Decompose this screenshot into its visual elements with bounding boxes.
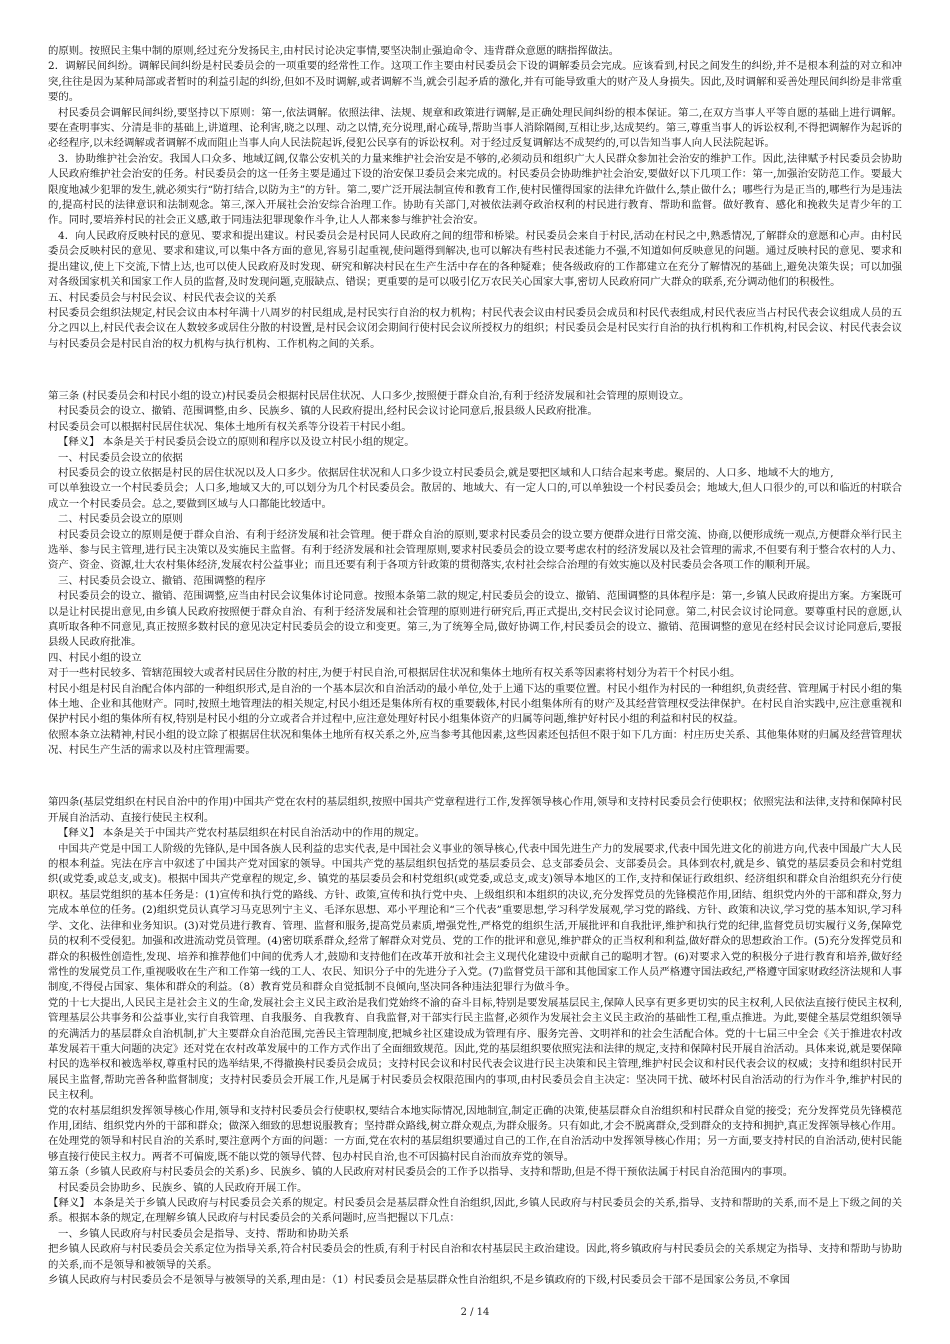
paragraph: 依照本条立法精神,村民小组的设立除了根据居住状况和集体土地所有权关系之外,应当参考其他因素,这些因素还包括但不限于如下几方面：村庄历史关系、其他集体财的归属及经营管理状况、村民生产生活的需求以及村庄管理需要。 (48, 728, 902, 757)
paragraph: 4．向人民政府反映村民的意见、要求和提出建议。村民委员会是村民同人民政府之间的纽带和桥梁。村民委员会来自于村民,活动在村民之中,熟悉情况,了解群众的意愿和心声。由村民委员会反映村民的意见、要求和建议,可以集中各方面的意见,容易引起重视,使问题得到解决,也可以解决有些村民表述能力不强,不知道如何反映意见的问题。通过反映村民的意见、要求和提出建议,使上下交流,下情上达,也可以使人民政府及时发现、研究和解决村民在生产生活中存在的各种疑难；使各级政府的工作都建立在充分了解情况的基础上,避免决策失误；可以加强对各级国家机关和国家工作人员的监督,及时发现问题,克服缺点、错误；更重要的是可以吸引亿万农民关心国家大事,密切人民政府同广大群众的联系,充分调动他们的积极性。 (48, 229, 902, 289)
paragraph: 第五条（乡镇人民政府与村民委员会的关系)乡、民族乡、镇的人民政府对村民委员会的工作予以指导、支持和帮助,但是不得干预依法属于村民自治范围内的事项。 (48, 1166, 794, 1179)
paragraph: 村民委员会协助乡、民族乡、镇的人民政府开展工作。 (58, 1181, 308, 1194)
paragraph: 三、村民委员会设立、撤销、范围调整的程序 (58, 574, 266, 587)
paragraph: 村民委员会设立的原则是便于群众自治、有利于经济发展和社会管理。便于群众自治的原则,要求村民委员会的设立要方便群众进行日常交流、协商,以便形成统一观点,方便群众举行民主选举、参与民主管理,进行民主决策以及实施民主监督。有利于经济发展和社会管理原则,要求村民委员会的设立要考虑农村的经济发展以及社会管理的需求,不但要有利于整合农村的人力、资产、资金、资源,壮大农村集体经济,发展农村公益事业；而且还要有利于各项方针政策的贯彻落实,农村社会综合治理的有效实施以及村民委员会各项工作的顺利开展。 (48, 528, 902, 572)
paragraph: 乡镇人民政府与村民委员会不是领导与被领导的关系,理由是：（1）村民委员会是基层群众性自治组织,不是乡镇政府的下级,村民委员会干部不是国家公务员,不拿国 (48, 1274, 790, 1287)
paragraph: 对于一些村民较多、管辖范围较大或者村民居住分散的村庄,为便于村民自治,可根据居住状况和集体土地所有权关系等因素将村划分为若干个村民小组。 (48, 667, 741, 680)
paragraph: 村民委员会调解民间纠纷,要坚持以下原则：第一,依法调解。依照法律、法规、规章和政策进行调解,是正确处理民间纠纷的根本保证。第二,在双方当事人平等自愿的基础上进行调解。要在查明事实、分清是非的基础上,讲道理、论利害,晓之以理、动之以情,充分说理,耐心疏导,帮助当事人消除隔阂,互相让步,达成契约。第三,尊重当事人的诉讼权利,不得把调解作为起诉的必经程序,以未经调解或者调解不成而阻止当事人向人民法院起诉,侵犯公民享有的诉讼权利。对于经过反复调解达不成契约的,可以告知当事人向人民法院起诉。 (48, 106, 902, 150)
paragraph-spacer (48, 769, 902, 785)
page-number: 2 / 14 (460, 1307, 490, 1318)
paragraph: 的原则。按照民主集中制的原则,经过充分发扬民主,由村民讨论决定事情,要坚决制止强迫命令、违背群众意愿的瞎指挥做法。 (48, 45, 619, 57)
paragraph: 第三条 (村民委员会和村民小组的设立)村民委员会根据村民居住状况、人口多少,按照便于群众自治,有利于经济发展和社会管理的原则设立。 (48, 389, 690, 402)
paragraph: 中国共产党是中国工人阶级的先锋队,是中国各族人民利益的忠实代表,是中国社会义事业的领导核心,代表中国先进生产力的发展要求,代表中国先进文化的前进方向,代表中国最广大人民的根本利益。宪法在序言中叙述了中国共产党对国家的领导。中国共产党的基层组织包括党的基层委员会、总支部委员会、支部委员会。具体到农村,就是乡、镇党的基层委员会和村党组织(或党委,或总支,或支)。根据中国共产党章程的规定,乡、镇党的基层委员会和村党组织(或党委,或总支,或支)领导本地区的工作,支持和保证行政组织、经济组织和群众自治组织充分行使职权。基层党组织的基本任务是：(1)宣传和执行党的路线、方针、政策,宣传和执行党中央、上级组织和本组织的决议,充分发挥党员的先锋模范作用,团结、组织党内外的干部和群众,努力完成本单位的任务。(2)组织党员认真学习马克思列宁主义、毛泽东思想、邓小平理论和“三个代表”重要思想,学习科学发展观,学习党的路线、方针、政策和决议,学习党的基本知识,学习科学、文化、法律和业务知识。(3)对党员进行教育、管理、监督和服务,提高党员素质,增强党性,严格党的组织生活,开展批评和自我批评,维护和执行党的纪律,监督党员切实履行义务,保障党员的权利不受侵犯。加强和改进流动党员管理。(4)密切联系群众,经常了解群众对党员、党的工作的批评和意见,维护群众的正当权利和利益,做好群众的思想政治工作。(5)充分发挥党员和群众的积极性创造性,发现、培养和推荐他们中间的优秀人才,鼓励和支持他们在改革开放和社会主义现代化建设中贡献自己的聪明才智。(6)对要求入党的积极分子进行教育和培养,做好经常性的发展党员工作,重视吸收在生产和工作第一线的工人、农民、知识分子中的先进分子入党。(7)监督党员干部和其他国家工作人员严格遵守国法政纪,严格遵守国家财政经济法规和人事制度,不得侵占国家、集体和群众的利益。（8）教育党员和群众自觉抵制不良倾向,坚决同各种违法犯罪行为做斗争。 (48, 842, 902, 994)
paragraph: 村民委员会的设立依据是村民的居住状况以及人口多少。依据居住状况和人口多少设立村民委员会,就是要把区域和人口结合起来考虑。聚居的、人口多、地域不大的地方, (58, 466, 834, 479)
paragraph: 村民委员会的设立、撤销、范围调整,由乡、民族乡、镇的人民政府提出,经村民会议讨论同意后,报县级人民政府批准。 (58, 405, 598, 418)
paragraph: 四、村民小组的设立 (48, 651, 142, 664)
paragraph: 一、乡镇人民政府与村民委员会是指导、支持、帮助和协助关系 (58, 1227, 349, 1240)
paragraph: 二、村民委员会设立的原则 (58, 513, 183, 526)
paragraph: 【释义】 本条是关于中国共产党农村基层组织在村民自治活动中的作用的规定。 (58, 827, 425, 840)
paragraph: 2．调解民间纠纷。调解民间纠纷是村民委员会的一项重要的经常性工作。这项工作主要由村民委员会下设的调解委员会完成。应该看到,村民之间发生的纠纷,并不是根本利益的对立和冲突,往往是因为某种局部或者暂时的利益引起的纠纷,但如不及时调解,或者调解不当,就会引起矛盾的激化,并有可能导致重大的财产及人身损失。因此,及时调解和妥善处理民间纠纷是非常重要的。 (48, 60, 902, 104)
paragraph: 一、村民委员会设立的依据 (58, 451, 183, 464)
paragraph: 【释义】 本条是关于村民委员会设立的原则和程序以及设立村民小组的规定。 (58, 436, 415, 449)
paragraph: 3．协助维护社会治安。我国人口众多、地域辽阔,仅靠公安机关的力量来维护社会治安是不够的,必须动员和组织广大人民群众参加社会治安的维护工作。因此,法律赋予村民委员会协助人民政府维护社会治安的任务。村民委员会的这一任务主要是通过下设的治安保卫委员会来完成的。村民委员会协助维护社会治安,要做好以下几项工作：第一,加强治安防范工作。要最大限度地减少犯罪的发生,就必须实行“防打结合,以防为主”的方针。第二,要广泛开展法制宣传和教育工作,使村民懂得国家的法律允许做什么,禁止做什么；哪些行为是正当的,哪些行为是违法的,提高村民的法律意识和法制观念。第三,深入开展社会治安综合治理工作。协助有关部门,对被依法剥夺政治权利的村民进行教育、帮助和监督。做好教育、感化和挽救失足青少年的工作。同时,要培养村民的社会正义感,敢于同违法犯罪现象作斗争,让人人都来参与维护社会治安。 (48, 152, 902, 227)
paragraph: 第四条(基层党组织在村民自治中的作用)中国共产党在农村的基层组织,按照中国共产党章程进行工作,发挥领导核心作用,领导和支持村民委员会行使职权；依照宪法和法律,支持和保障村民开展自治活动、直接行使民主权利。 (48, 796, 902, 824)
paragraph: 党的十七大提出,人民民主是社会主义的生命,发展社会主义民主政治是我们党始终不渝的奋斗目标,特别是要发展基层民主,保障人民享有更多更切实的民主权利,人民依法直接行使民主权利,管理基层公共事务和公益事业,实行自我管理、自我服务、自我教育、自我监督,对干部实行民主监督,必须作为发展社会主义民主政治的基础性工程,重点推进。为此,要健全基层党组织领导的充满活力的基层群众自治机制,扩大主要群众自治范围,完善民主管理制度,把城乡社区建设成为管理有序、服务完善、文明祥和的社会生活配合体。党的十七届三中全会《关于推进农村改革发展若干重大问题的决定》还对党在农村改革发展中的工作方式作出了全面细致规范。因此,党的基层组织要依照宪法和法律的规定,支持和保障村民开展自治活动。具体来说,就是要保障村民的选举权和被选举权,尊重村民的选举结果,不得撤换村民委员会成员；支持村民会议和村民代表会议进行民主决策和民主管理,维护村民会议和村民代表会议的权威；支持和组织村民开展民主监督,帮助完善各种监督制度；支持村民委员会开展工作,凡是属于村民委员会权限范围内的事项,由村民委员会自主决定：坚决同干扰、破坏村民自治活动的行为作斗争,维护村民的民主权利。 (48, 996, 902, 1102)
paragraph: 村民委员会可以根据村民居住状况、集体土地所有权关系等分设若干村民小组。 (48, 420, 412, 433)
paragraph: 村民小组是村民自治配合体内部的一种组织形式,是自治的一个基本层次和自治活动的最小单位,处于上通下达的重要位置。村民小组作为村民的一种组织,负责经营、管理属于村民小组的集体土地、企业和其他财产。同时,按照土地管理法的相关规定,村民小组还是集体所有权的重要载体,村民小组集体所有的财产及其经营管理权受法律保护。在村民自治实践中,应注意重视和保护村民小组的集体所有权,特别是村民小组的分立或者合并过程中,应注意处理好村民小组集体资产的归属等问题,维护好村民小组的利益和村民的权益。 (48, 682, 902, 726)
paragraph: 党的农村基层组织发挥领导核心作用,领导和支持村民委员会行使职权,要结合本地实际情况,因地制宜,制定正确的决策,使基层群众自治组织和村民群众自觉的接受；充分发挥党员先锋模范作用,团结、组织党内外的干部和群众；做深入细致的思想说服教育；坚持群众路线,树立群众观点,为群众服务。只有如此,才会不脱离群众,受到群众的支持和拥护,真正发挥领导核心作用。在处理党的领导和村民自治的关系时,要注意两个方面的问题：一方面,党在农村的基层组织要通过自己的工作,在自治活动中发挥领导核心作用；另一方面,要支持村民的自治活动,使村民能够直接行使民主权力。两者不可偏废,既不能以党的领导代替、包办村民自治,也不可因搞村民自治而放弃党的领导。 (48, 1104, 902, 1163)
paragraph: 可以单独设立一个村民委员会；人口多,地域又大的,可以划分为几个村民委员会。散居的、地域大、有一定人口的,可以单独设一个村民委员会；地域大,但人口很少的,可以和临近的村联合成立一个村民委员会。总之,要做到区域与人口都能比较适中。 (48, 482, 902, 510)
paragraph-spacer (48, 363, 902, 379)
paragraph: 把乡镇人民政府与村民委员会关系定位为指导关系,符合村民委员会的性质,有利于村民自治和农村基层民主政治建设。因此,将乡镇政府与村民委员会的关系规定为指导、支持和帮助与协助的关系,而不是领导和被领导的关系。 (48, 1243, 902, 1271)
paragraph: 【释义】 本条是关于乡镇人民政府与村民委员会关系的规定。村民委员会是基层群众性自治组织,因此,乡镇人民政府与村民委员会的关系,指导、支持和帮助的关系,而不是上下级之间的关系。根据本条的规定,在理解乡镇人民政府与村民委员会的关系问题时,应当把握以下几点： (48, 1197, 902, 1225)
paragraph: 村民委员会组织法规定,村民会议由本村年满十八周岁的村民组成,是村民实行自治的权力机构；村民代表会议由村民委员会成员和村民代表组成,村民代表应当占村民代表会议组成人员的五分之四以上,村民代表会议在人数较多或居住分散的村设置,是村民会议闭会期间行使村民会议所授权力的组织；村民委员会是村民实行自治的执行机构和工作机构,村民会议、村民代表会议与村民委员会是村民自治的权力机构与执行机构、工作机构之间的关系。 (48, 306, 902, 350)
paragraph: 村民委员会的设立、撤销、范围调整,应当由村民会议集体讨论同意。按照本条第二款的规定,村民委员会的设立、撤销、范围调整的具体程序是：第一,乡镇人民政府提出方案。方案既可以是让村民提出意见,由乡镇人民政府按照便于群众自治、有利于经济发展和社会管理的原则进行研究后,再正式提出,交村民会议讨论同意。第二,村民会议讨论同意。要尊重村民的意愿,认真听取各种不同意见,真正按照多数村民的意见决定村民委员会的设立和变更。第三,为了统筹全局,做好协调工作,村民委员会的设立、撤销、范围调整的意见在经村民会议讨论同意后,要报县级人民政府批准。 (48, 590, 902, 649)
paragraph: 五、村民委员会与村民会议、村民代表会议的关系 (48, 291, 277, 304)
document-body (48, 44, 902, 1288)
